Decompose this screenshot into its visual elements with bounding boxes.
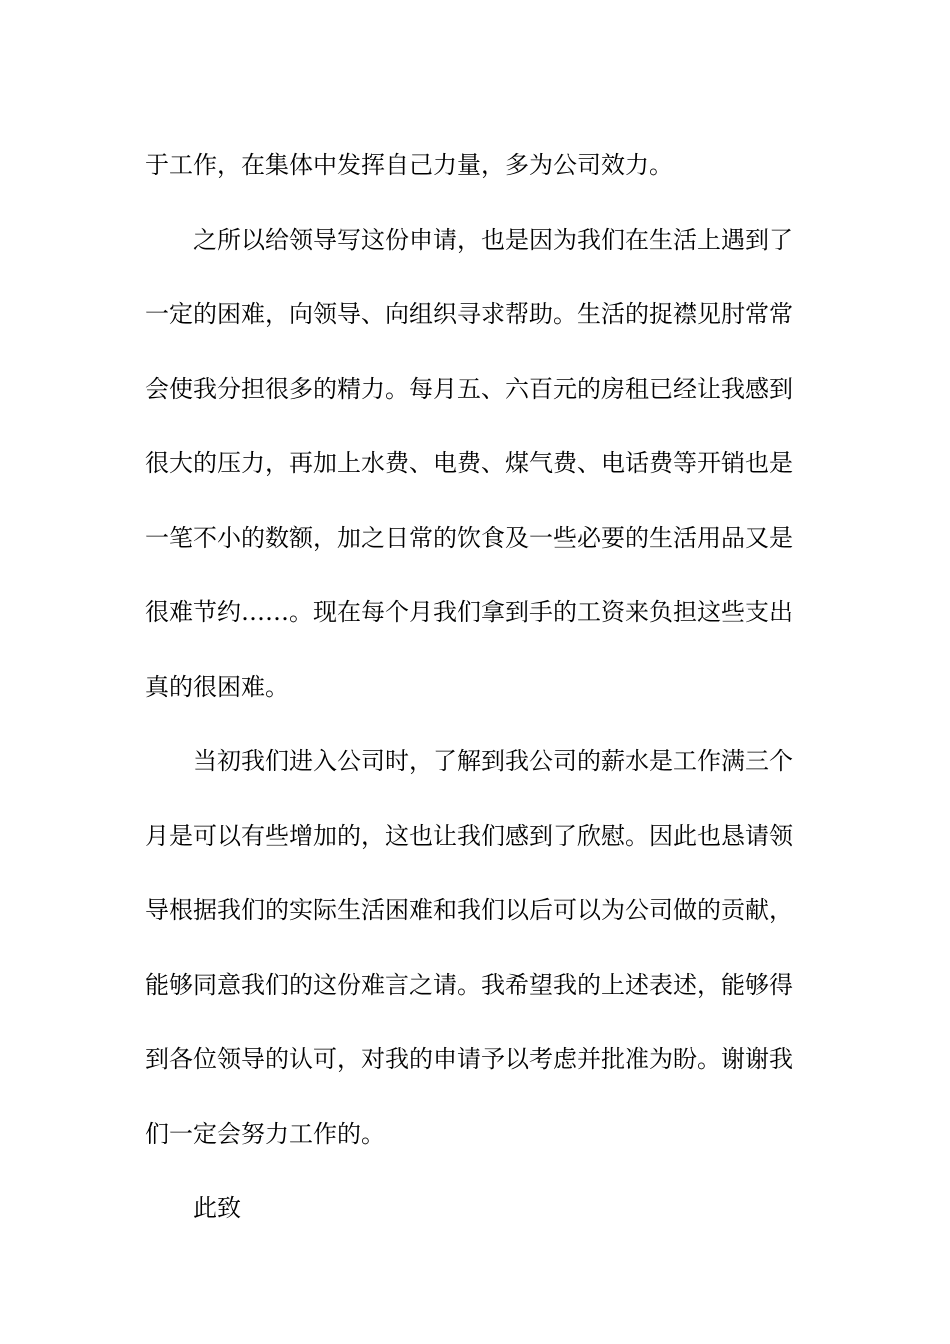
text-line: 于工作，在集体中发挥自己力量，多为公司效力。 xyxy=(145,151,673,179)
letter-body xyxy=(145,128,815,1246)
text-line: 真的很困难。 xyxy=(145,672,289,701)
closing-salutation: 此致 xyxy=(193,1194,241,1222)
paragraph-start-line: 当初我们进入公司时，了解到我公司的薪水是工作满三个 xyxy=(193,747,793,775)
text-line: 会使我分担很多的精力。每月五、六百元的房租已经让我感到 xyxy=(145,374,793,403)
text-line: 很大的压力，再加上水费、电费、煤气费、电话费等开销也是 xyxy=(145,449,793,477)
text-line: 能够同意我们的这份难言之请。我希望我的上述表述，能够得 xyxy=(145,970,793,999)
text-line: 导根据我们的实际生活困难和我们以后可以为公司做的贡献， xyxy=(145,896,793,924)
text-line: 一笔不小的数额，加之日常的饮食及一些必要的生活用品又是 xyxy=(145,523,793,552)
text-line: 到各位领导的认可，对我的申请予以考虑并批准为盼。谢谢我 xyxy=(145,1045,793,1073)
text-line: 们一定会努力工作的。 xyxy=(145,1119,385,1148)
text-line: 很难节约……。现在每个月我们拿到手的工资来负担这些支出 xyxy=(145,598,793,626)
paragraph-start-line: 之所以给领导写这份申请，也是因为我们在生活上遇到了 xyxy=(193,225,793,254)
text-line: 月是可以有些增加的，这也让我们感到了欣慰。因此也恳请领 xyxy=(145,821,793,850)
text-line: 一定的困难，向领导、向组织寻求帮助。生活的捉襟见肘常常 xyxy=(145,300,793,328)
